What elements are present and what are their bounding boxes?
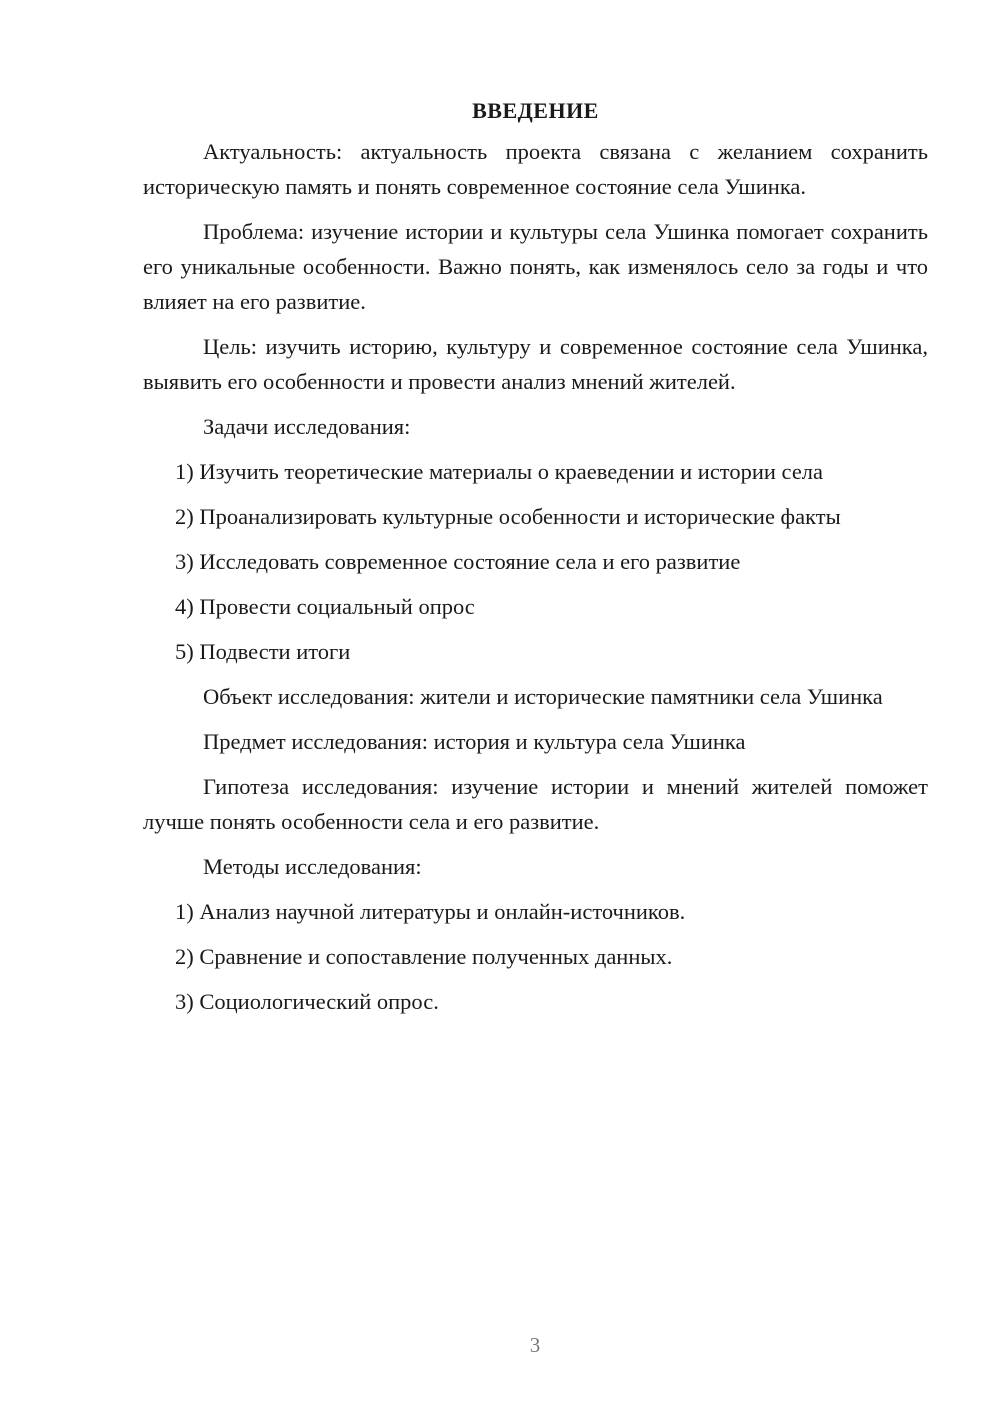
hypothesis-paragraph: Гипотеза исследования: изучение истории и мнений жителей поможет лучше понять особенности села и его развитие. bbox=[143, 774, 928, 834]
page-number: 3 bbox=[529, 1333, 541, 1357]
list-item: 3) Исследовать современное состояние села и его развитие bbox=[175, 549, 741, 574]
page-title: ВВЕДЕНИЕ bbox=[472, 98, 599, 123]
list-item: 1) Изучить теоретические материалы о краеведении и истории села bbox=[175, 459, 824, 484]
problem-paragraph: Проблема: изучение истории и культуры села Ушинка помогает сохранить его уникальные особенности. Важно понять, как изменялось село за годы и что влияет на его развитие. bbox=[143, 219, 928, 314]
subject-paragraph: Предмет исследования: история и культура села Ушинка bbox=[203, 729, 746, 754]
list-item: 2) Сравнение и сопоставление полученных данных. bbox=[175, 944, 673, 969]
list-item: 1) Анализ научной литературы и онлайн-источников. bbox=[175, 899, 686, 924]
tasks-heading: Задачи исследования: bbox=[203, 414, 411, 439]
document-body bbox=[143, 96, 928, 1029]
list-item: 4) Провести социальный опрос bbox=[175, 594, 475, 619]
object-paragraph: Объект исследования: жители и исторические памятники села Ушинка bbox=[203, 684, 883, 709]
goal-paragraph: Цель: изучить историю, культуру и современное состояние села Ушинка, выявить его особенности и провести анализ мнений жителей. bbox=[143, 334, 928, 394]
methods-heading: Методы исследования: bbox=[203, 854, 422, 879]
list-item: 2) Проанализировать культурные особенности и исторические факты bbox=[175, 504, 841, 529]
list-item: 3) Социологический опрос. bbox=[175, 989, 439, 1014]
relevance-paragraph: Актуальность: актуальность проекта связана с желанием сохранить историческую память и понять современное состояние села Ушинка. bbox=[143, 139, 928, 199]
list-item: 5) Подвести итоги bbox=[175, 639, 351, 664]
tasks-list bbox=[143, 454, 928, 669]
methods-list bbox=[143, 894, 928, 1019]
